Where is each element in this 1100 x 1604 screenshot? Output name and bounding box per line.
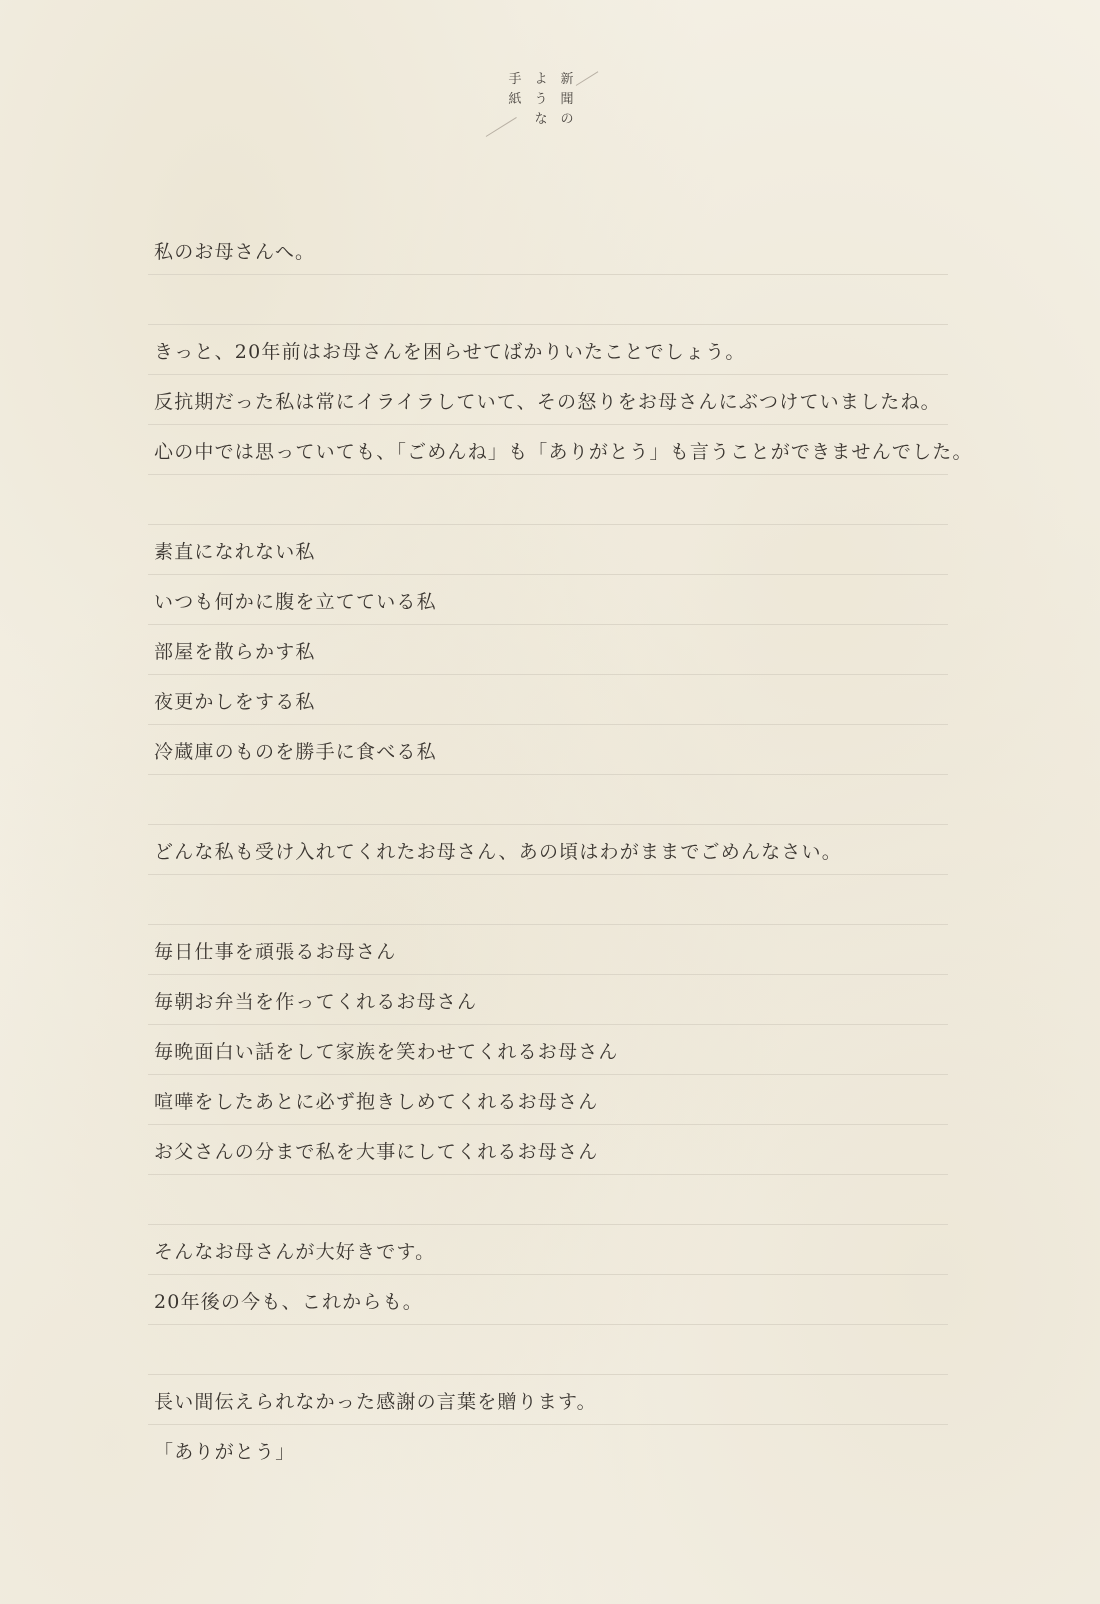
letter-line: 毎朝お弁当を作ってくれるお母さん [148, 975, 948, 1025]
letter-line: 心の中では思っていても、「ごめんね」も「ありがとう」も言うことができませんでした。 [148, 425, 948, 475]
logo-column-2 [533, 70, 549, 130]
letter-line: 部屋を散らかす私 [148, 625, 948, 675]
letter-line: 冷蔵庫のものを勝手に食べる私 [148, 725, 948, 775]
letter-line [148, 275, 948, 325]
letter-line: 夜更かしをする私 [148, 675, 948, 725]
letter-line: そんなお母さんが大好きです。 [148, 1225, 948, 1275]
letter-line: 毎晩面白い話をして家族を笑わせてくれるお母さん [148, 1025, 948, 1075]
letter-line: 私のお母さんへ。 [148, 225, 948, 275]
letter-line: 素直になれない私 [148, 525, 948, 575]
logo-char: の [560, 112, 574, 127]
letter-line: お父さんの分まで私を大事にしてくれるお母さん [148, 1125, 948, 1175]
letter-line: 長い間伝えられなかった感謝の言葉を贈ります。 [148, 1375, 948, 1425]
logo-char: う [534, 92, 548, 107]
letter-line: どんな私も受け入れてくれたお母さん、あの頃はわがままでごめんなさい。 [148, 825, 948, 875]
letter-body [148, 225, 973, 1475]
logo [486, 70, 606, 140]
logo-char: 聞 [560, 92, 574, 107]
letter-line: 反抗期だった私は常にイライラしていて、その怒りをお母さんにぶつけていましたね。 [148, 375, 948, 425]
letter-line: 喧嘩をしたあとに必ず抱きしめてくれるお母さん [148, 1075, 948, 1125]
letter-line: 20年後の今も、これからも。 [148, 1275, 948, 1325]
letter-line: いつも何かに腹を立てている私 [148, 575, 948, 625]
letter-line [148, 875, 948, 925]
logo-column-1 [559, 70, 575, 130]
logo-char: 紙 [508, 92, 522, 107]
letter-line [148, 475, 948, 525]
letter-line [148, 1325, 948, 1375]
letter-line [148, 1175, 948, 1225]
letter-line: 毎日仕事を頑張るお母さん [148, 925, 948, 975]
letter-line [148, 775, 948, 825]
letter-line: 「ありがとう」 [154, 1441, 296, 1463]
logo-char: よ [534, 72, 548, 87]
letter-line: きっと、20年前はお母さんを困らせてばかりいたことでしょう。 [148, 325, 948, 375]
logo-char: な [534, 112, 548, 127]
logo-divider-line [486, 117, 517, 137]
logo-column-3 [507, 70, 523, 110]
logo-char: 手 [508, 72, 522, 87]
logo-divider-line [576, 71, 599, 86]
logo-char: 新 [560, 72, 574, 87]
